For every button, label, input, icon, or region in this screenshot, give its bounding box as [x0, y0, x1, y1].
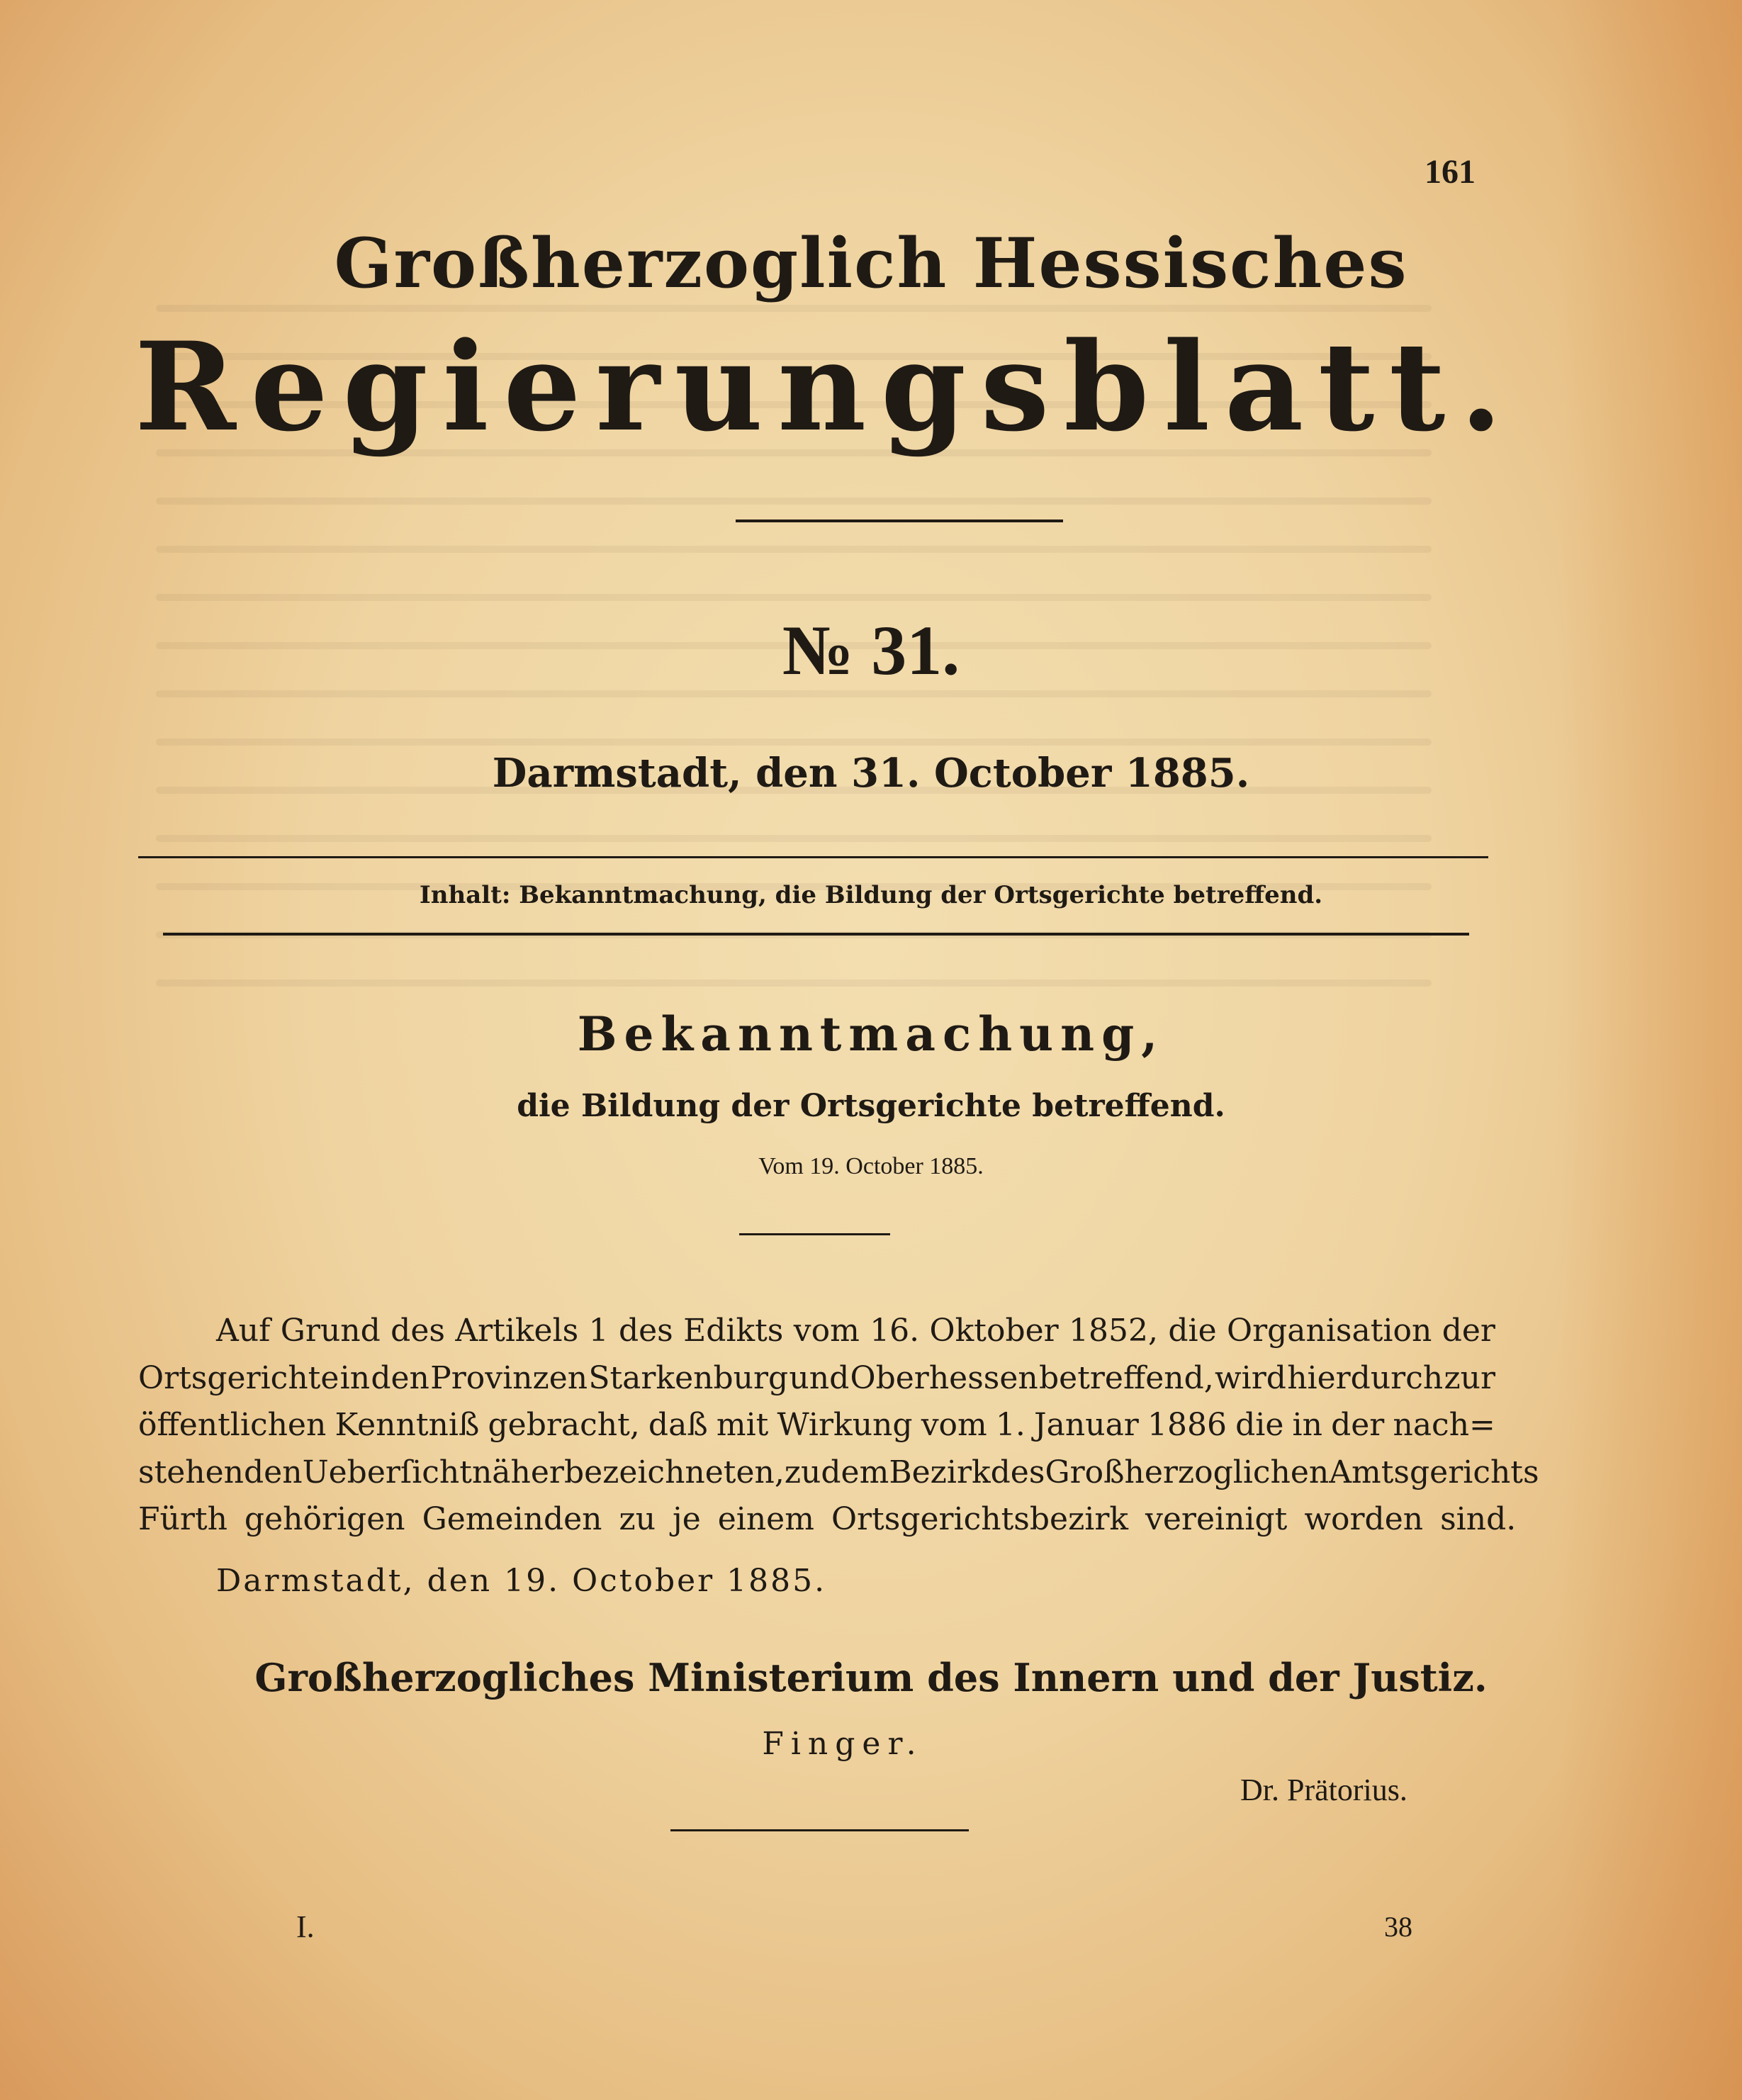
- body-word: zur: [1444, 1359, 1495, 1396]
- masthead-letter: e: [250, 315, 328, 459]
- body-word: des: [390, 1313, 445, 1349]
- body-word: Artikels: [455, 1313, 579, 1349]
- masthead-letter: t: [1317, 315, 1375, 459]
- body-line: [138, 1308, 1495, 1355]
- body-word: Auf: [216, 1313, 271, 1349]
- body-word: Oberhessen: [850, 1359, 1038, 1396]
- body-word: wird: [1215, 1359, 1286, 1396]
- ministry-name: Großherzogliches Ministerium des Innern und der Justiz.: [254, 1655, 1488, 1700]
- body-word: 16.: [870, 1313, 920, 1349]
- body-line: [138, 1402, 1495, 1449]
- body-line: [138, 1496, 1517, 1544]
- signatory-finger: Finger.: [762, 1726, 923, 1762]
- body-word: Starkenburg: [588, 1359, 789, 1396]
- body-word: Ortsgerichtsbezirk: [831, 1501, 1129, 1537]
- body-word: des: [990, 1454, 1045, 1490]
- issue-number: № 31.: [782, 611, 960, 690]
- body-word: Gemeinden: [422, 1501, 602, 1537]
- body-word: Kenntniß: [335, 1407, 480, 1443]
- contents-bottom-rule: [163, 933, 1469, 936]
- notice-divider: [739, 1233, 890, 1235]
- sheet-number: 38: [1384, 1911, 1412, 1943]
- body-word: des: [618, 1313, 673, 1349]
- body-word: Fürth: [138, 1501, 227, 1537]
- notice-title: Bekanntmachung,: [577, 1006, 1165, 1062]
- masthead-letter: g: [342, 315, 428, 459]
- masthead-letter: r: [595, 315, 660, 459]
- masthead-letter: .: [1459, 315, 1502, 459]
- masthead-letter: i: [442, 315, 489, 459]
- masthead-subtitle: Großherzoglich Hessisches: [334, 223, 1408, 303]
- body-word: 1852,: [1069, 1313, 1159, 1349]
- body-word: öffentlichen: [138, 1407, 327, 1443]
- body-word: hierdurch: [1287, 1359, 1444, 1396]
- body-word: Ortsgerichte: [138, 1359, 339, 1396]
- body-word: Amtsgerichts: [1329, 1454, 1539, 1490]
- body-word: mit: [716, 1407, 769, 1443]
- body-line: [138, 1355, 1495, 1403]
- body-word: Provinzen: [430, 1359, 588, 1396]
- closing-divider: [670, 1829, 969, 1831]
- masthead-letter: u: [674, 315, 763, 459]
- body-word: vom: [793, 1313, 860, 1349]
- body-word: nach=: [1393, 1407, 1495, 1443]
- body-word: Bezirk: [889, 1454, 991, 1490]
- masthead-letter: l: [1163, 315, 1210, 459]
- body-word: gebracht,: [488, 1407, 640, 1443]
- body-word: worden: [1304, 1501, 1424, 1537]
- body-word: der: [1331, 1407, 1385, 1443]
- masthead-letter: g: [880, 315, 967, 459]
- table-of-contents: Inhalt: Bekanntmachung, die Bildung der Ortsgerichte betreffend.: [419, 881, 1323, 909]
- body-word: Organisation: [1227, 1313, 1432, 1349]
- body-word: Edikts: [683, 1313, 784, 1349]
- body-word: stehenden: [138, 1454, 303, 1490]
- body-word: den: [371, 1359, 429, 1396]
- notice-subtitle: die Bildung der Ortsgerichte betreffend.: [517, 1088, 1225, 1124]
- contents-top-rule: [138, 856, 1488, 858]
- masthead-letter: s: [980, 315, 1050, 459]
- masthead-letter: e: [503, 315, 581, 459]
- body-word: Grund: [280, 1313, 381, 1349]
- body-word: 1.: [995, 1407, 1025, 1443]
- body-word: 1886: [1147, 1407, 1227, 1443]
- body-word: näher: [471, 1454, 564, 1490]
- body-word: bezeichneten,: [563, 1454, 785, 1490]
- body-word: betreffend,: [1039, 1359, 1214, 1396]
- notice-date: Vom 19. October 1885.: [758, 1153, 984, 1179]
- notice-body: [138, 1308, 1539, 1544]
- masthead-letter: R: [135, 315, 236, 459]
- body-word: zu: [784, 1454, 821, 1490]
- masthead-letter: a: [1224, 315, 1304, 459]
- body-word: die: [1168, 1313, 1217, 1349]
- body-word: gehörigen: [244, 1501, 405, 1537]
- body-word: Ueberſicht: [302, 1454, 472, 1490]
- body-word: dem: [821, 1454, 889, 1490]
- body-word: die: [1235, 1407, 1284, 1443]
- body-word: Oktober: [929, 1313, 1059, 1349]
- body-word: vom: [921, 1407, 987, 1443]
- body-word: einem: [717, 1501, 814, 1537]
- body-word: Wirkung: [777, 1407, 913, 1443]
- sheet-mark: I.: [296, 1909, 315, 1944]
- body-word: daß: [648, 1407, 708, 1443]
- masthead-divider: [736, 520, 1063, 522]
- body-word: Januar: [1034, 1407, 1139, 1443]
- body-word: je: [673, 1501, 701, 1537]
- body-word: sind.: [1440, 1501, 1517, 1537]
- issue-date: Darmstadt, den 31. October 1885.: [492, 750, 1250, 797]
- body-word: 1: [588, 1313, 609, 1349]
- body-word: zu: [619, 1501, 656, 1537]
- body-word: Großherzoglichen: [1045, 1454, 1330, 1490]
- body-word: vereinigt: [1145, 1501, 1288, 1537]
- body-word: der: [1442, 1313, 1495, 1349]
- masthead-letter: t: [1388, 315, 1446, 459]
- body-word: und: [789, 1359, 850, 1396]
- body-line: [138, 1449, 1539, 1497]
- page-number: 161: [1424, 153, 1476, 191]
- signatory-praetorius: Dr. Prätorius.: [1240, 1773, 1407, 1807]
- body-word: in: [339, 1359, 371, 1396]
- masthead-letter: n: [777, 315, 867, 459]
- masthead-letter: b: [1064, 315, 1150, 459]
- masthead-title: [135, 315, 1502, 459]
- body-word: in: [1292, 1407, 1322, 1443]
- place-date: Darmstadt, den 19. October 1885.: [216, 1563, 827, 1599]
